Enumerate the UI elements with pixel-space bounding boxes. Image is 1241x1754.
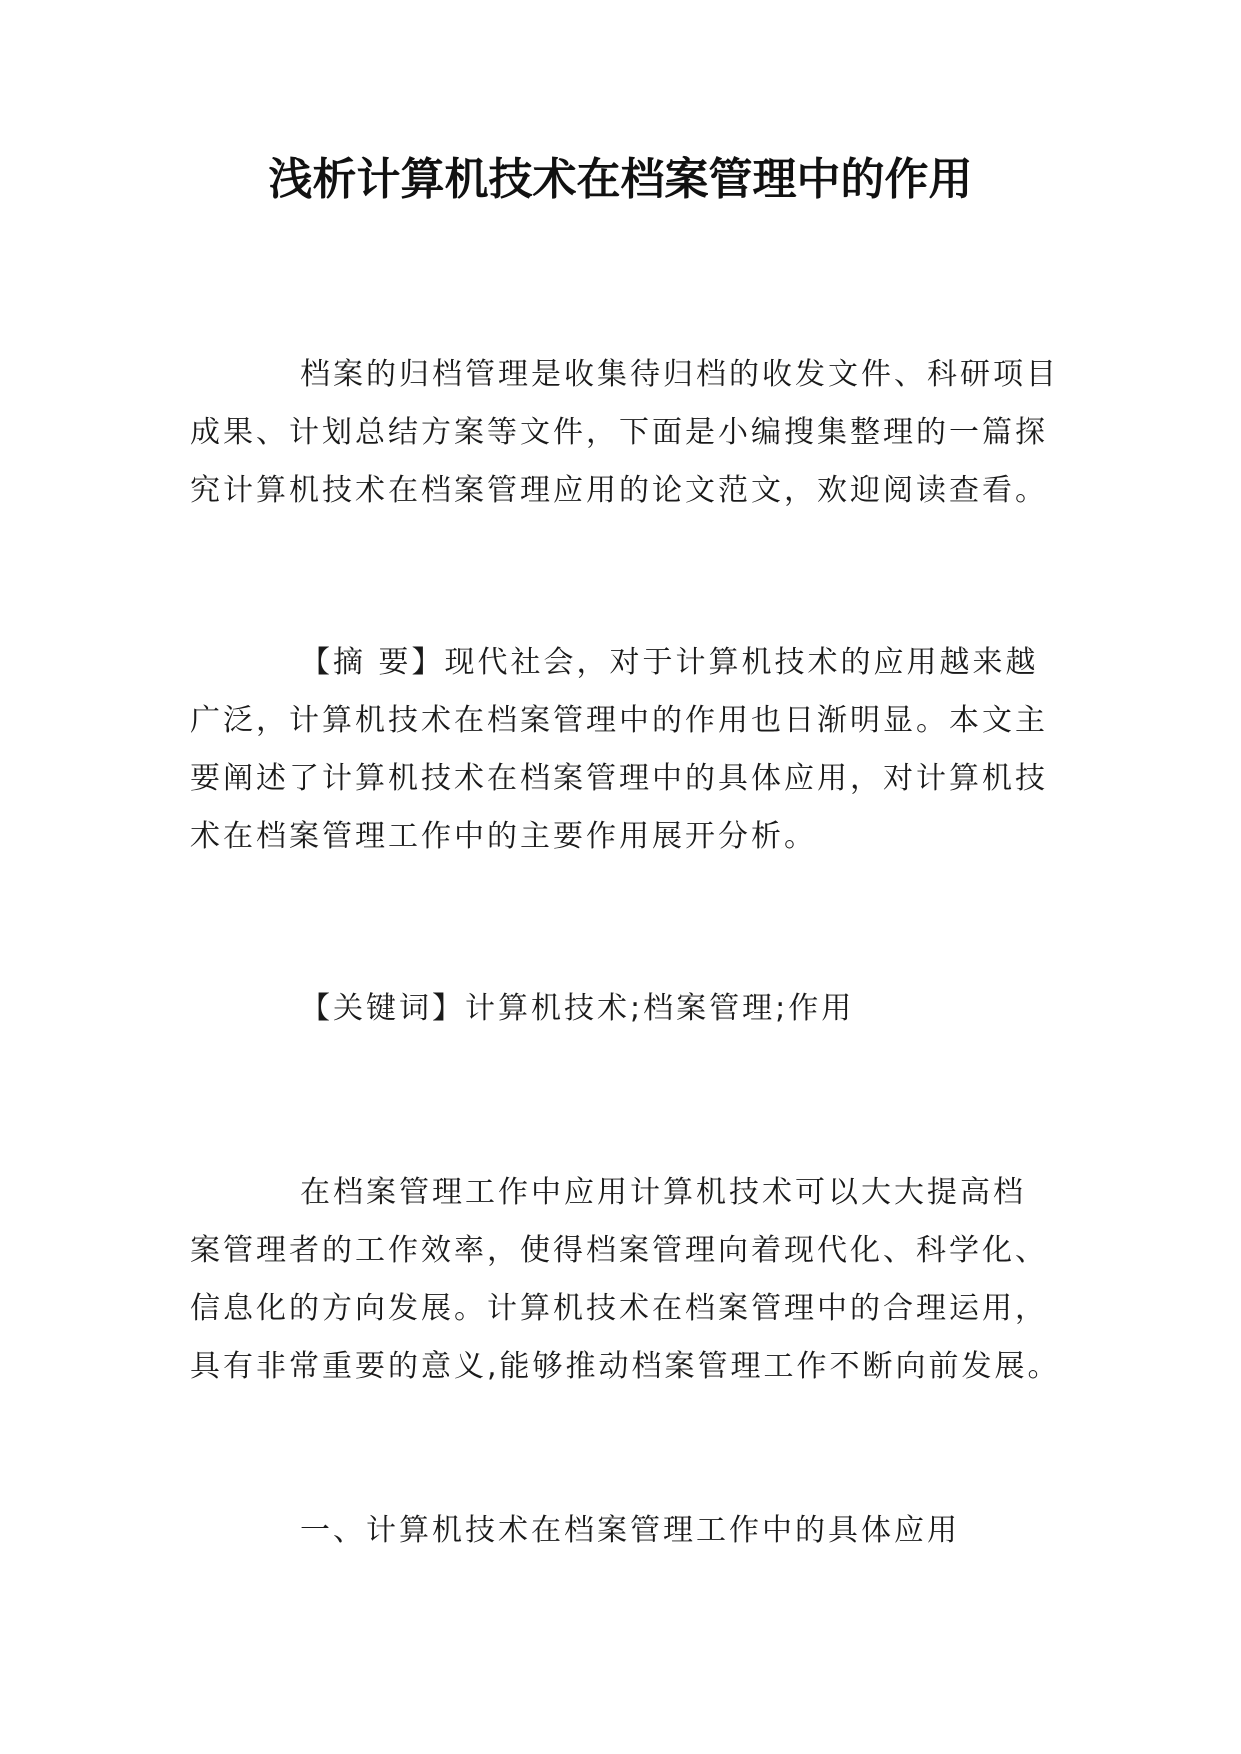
document-title: 浅析计算机技术在档案管理中的作用 [268, 154, 973, 205]
keywords-paragraph [190, 980, 1070, 1038]
paragraph-line: 要阐述了计算机技术在档案管理中的具体应用，对计算机技 [190, 761, 1048, 796]
paragraph-line: 在档案管理工作中应用计算机技术可以大大提高档 [300, 1175, 1026, 1210]
paragraph-line: 究计算机技术在档案管理应用的论文范文，欢迎阅读查看。 [190, 473, 1048, 508]
paragraph-line: 【摘 要】现代社会，对于计算机技术的应用越来越 [300, 645, 1039, 680]
paragraph-line: 具有非常重要的意义,能够推动档案管理工作不断向前发展。 [190, 1349, 1061, 1384]
section-heading-text: 一、计算机技术在档案管理工作中的具体应用 [300, 1513, 960, 1548]
paragraph-line: 术在档案管理工作中的主要作用展开分析。 [190, 819, 817, 854]
paragraph-line: 案管理者的工作效率，使得档案管理向着现代化、科学化、 [190, 1233, 1048, 1268]
paragraph-line: 广泛，计算机技术在档案管理中的作用也日渐明显。本文主 [190, 703, 1048, 738]
body-paragraph [190, 1164, 1070, 1396]
paragraph-line: 信息化的方向发展。计算机技术在档案管理中的合理运用， [190, 1291, 1048, 1326]
abstract-paragraph [190, 634, 1070, 866]
intro-paragraph [190, 346, 1070, 520]
section-heading [190, 1502, 1070, 1560]
paragraph-line: 档案的归档管理是收集待归档的收发文件、科研项目 [300, 357, 1059, 392]
paragraph-line: 成果、计划总结方案等文件，下面是小编搜集整理的一篇探 [190, 415, 1048, 450]
paragraph-line: 【关键词】计算机技术;档案管理;作用 [300, 991, 855, 1026]
